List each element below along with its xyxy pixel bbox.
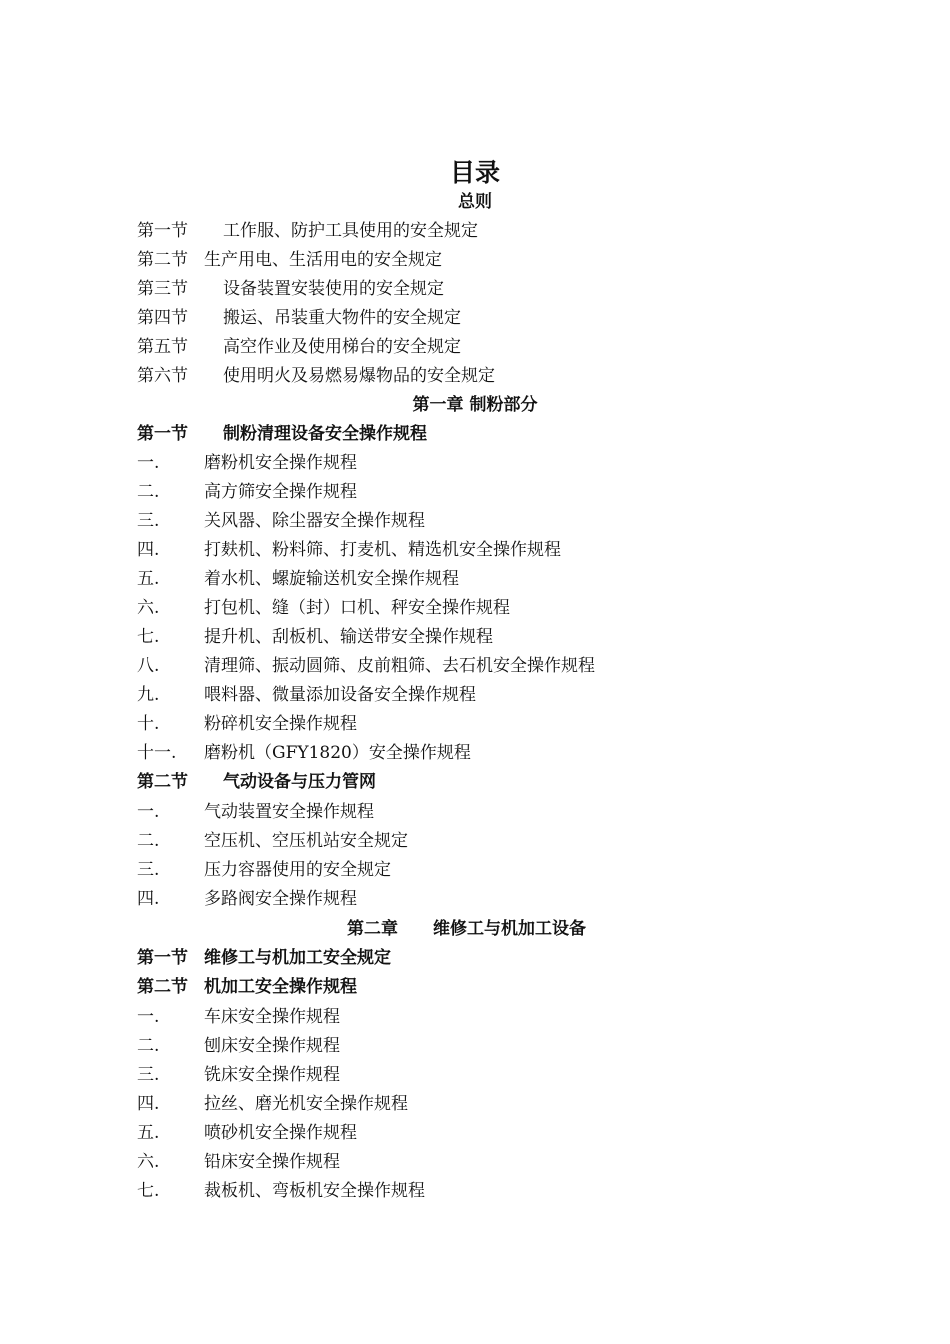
entry-text: 铣床安全操作规程 bbox=[204, 1065, 340, 1085]
entry-text: 使用明火及易燃易爆物品的安全规定 bbox=[223, 366, 495, 386]
chapter-title: 维修工与机加工设备 bbox=[433, 919, 586, 939]
toc-entry bbox=[137, 275, 444, 304]
section-number: 第一节 bbox=[137, 948, 188, 968]
entry-number: 八. bbox=[137, 656, 160, 676]
toc-entry bbox=[137, 1090, 408, 1119]
section-text: 机加工安全操作规程 bbox=[204, 977, 357, 997]
section-text: 制粉清理设备安全操作规程 bbox=[223, 424, 427, 444]
chapter-heading: 第一章 制粉部分 bbox=[412, 395, 538, 415]
toc-entry bbox=[137, 217, 478, 246]
entry-number: 五. bbox=[137, 569, 160, 589]
entry-text: 高方筛安全操作规程 bbox=[204, 482, 357, 502]
entry-text: 清理筛、振动圆筛、皮前粗筛、去石机安全操作规程 bbox=[204, 656, 595, 676]
toc-entry bbox=[137, 681, 476, 710]
entry-number: 七. bbox=[137, 1181, 160, 1201]
toc-entry bbox=[137, 478, 357, 507]
entry-text: 关风器、除尘器安全操作规程 bbox=[204, 511, 425, 531]
entry-number: 三. bbox=[137, 1065, 160, 1085]
toc-entry bbox=[137, 304, 461, 333]
entry-number: 第一节 bbox=[137, 221, 188, 241]
toc-entry bbox=[137, 246, 442, 275]
entry-number: 第六节 bbox=[137, 366, 188, 386]
entry-text: 空压机、空压机站安全规定 bbox=[204, 831, 408, 851]
entry-text: 搬运、吊装重大物件的安全规定 bbox=[223, 308, 461, 328]
entry-text: 高空作业及使用梯台的安全规定 bbox=[223, 337, 461, 357]
entry-text: 设备装置安装使用的安全规定 bbox=[223, 279, 444, 299]
toc-entry bbox=[137, 1032, 340, 1061]
section-number: 第二节 bbox=[137, 977, 188, 997]
toc-entry bbox=[137, 536, 561, 565]
entry-number: 一. bbox=[137, 1007, 160, 1027]
entry-number: 六. bbox=[137, 598, 160, 618]
section-number: 第一节 bbox=[137, 424, 188, 444]
page-title: 目录 bbox=[449, 158, 500, 187]
entry-text: 提升机、刮板机、输送带安全操作规程 bbox=[204, 627, 493, 647]
entry-number: 四. bbox=[137, 1094, 160, 1114]
toc-entry bbox=[137, 1119, 357, 1148]
toc-entry bbox=[137, 1003, 340, 1032]
toc-entry bbox=[137, 507, 425, 536]
entry-number: 二. bbox=[137, 482, 160, 502]
entry-number: 十一. bbox=[137, 743, 177, 763]
entry-text: 压力容器使用的安全规定 bbox=[204, 860, 391, 880]
toc-entry bbox=[137, 1148, 340, 1177]
entry-number: 九. bbox=[137, 685, 160, 705]
toc-entry bbox=[137, 798, 374, 827]
entry-text: 打包机、缝（封）口机、秤安全操作规程 bbox=[204, 598, 510, 618]
toc-entry bbox=[137, 333, 461, 362]
entry-number: 二. bbox=[137, 831, 160, 851]
toc-entry bbox=[137, 623, 493, 652]
section-heading bbox=[137, 973, 357, 1002]
entry-number: 七. bbox=[137, 627, 160, 647]
entry-text: 磨粉机（GFY1820）安全操作规程 bbox=[204, 743, 471, 763]
section-heading bbox=[137, 420, 427, 449]
toc-entry bbox=[137, 710, 357, 739]
toc-entry bbox=[137, 565, 459, 594]
entry-text: 工作服、防护工具使用的安全规定 bbox=[223, 221, 478, 241]
entry-number: 第二节 bbox=[137, 250, 188, 270]
toc-entry bbox=[137, 449, 357, 478]
entry-number: 二. bbox=[137, 1036, 160, 1056]
entry-number: 第三节 bbox=[137, 279, 188, 299]
entry-number: 五. bbox=[137, 1123, 160, 1143]
entry-text: 气动装置安全操作规程 bbox=[204, 802, 374, 822]
entry-number: 三. bbox=[137, 860, 160, 880]
entry-text: 拉丝、磨光机安全操作规程 bbox=[204, 1094, 408, 1114]
toc-entry bbox=[137, 827, 408, 856]
toc-entry bbox=[137, 594, 510, 623]
entry-number: 六. bbox=[137, 1152, 160, 1172]
entry-text: 粉碎机安全操作规程 bbox=[204, 714, 357, 734]
entry-number: 第四节 bbox=[137, 308, 188, 328]
section-text: 气动设备与压力管网 bbox=[223, 772, 376, 792]
section-heading bbox=[137, 944, 391, 973]
entry-text: 裁板机、弯板机安全操作规程 bbox=[204, 1181, 425, 1201]
toc-entry bbox=[137, 856, 391, 885]
entry-number: 四. bbox=[137, 889, 160, 909]
entry-number: 第五节 bbox=[137, 337, 188, 357]
chapter-heading bbox=[347, 915, 586, 944]
toc-entry bbox=[137, 1061, 340, 1090]
entry-text: 多路阀安全操作规程 bbox=[204, 889, 357, 909]
general-heading: 总则 bbox=[458, 192, 492, 212]
entry-number: 一. bbox=[137, 802, 160, 822]
entry-text: 铅床安全操作规程 bbox=[204, 1152, 340, 1172]
entry-number: 一. bbox=[137, 453, 160, 473]
toc-entry bbox=[137, 362, 495, 391]
entry-text: 着水机、螺旋输送机安全操作规程 bbox=[204, 569, 459, 589]
chapter-number: 第二章 bbox=[347, 919, 398, 939]
entry-number: 十. bbox=[137, 714, 160, 734]
toc-entry bbox=[137, 885, 357, 914]
entry-text: 打麸机、粉料筛、打麦机、精选机安全操作规程 bbox=[204, 540, 561, 560]
section-heading bbox=[137, 768, 376, 797]
entry-text: 磨粉机安全操作规程 bbox=[204, 453, 357, 473]
section-text: 维修工与机加工安全规定 bbox=[204, 948, 391, 968]
entry-text: 车床安全操作规程 bbox=[204, 1007, 340, 1027]
entry-text: 喂料器、微量添加设备安全操作规程 bbox=[204, 685, 476, 705]
entry-text: 生产用电、生活用电的安全规定 bbox=[204, 250, 442, 270]
toc-entry bbox=[137, 652, 595, 681]
entry-text: 喷砂机安全操作规程 bbox=[204, 1123, 357, 1143]
entry-number: 三. bbox=[137, 511, 160, 531]
toc-entry bbox=[137, 739, 471, 768]
entry-number: 四. bbox=[137, 540, 160, 560]
toc-entry bbox=[137, 1177, 425, 1206]
section-number: 第二节 bbox=[137, 772, 188, 792]
entry-text: 刨床安全操作规程 bbox=[204, 1036, 340, 1056]
